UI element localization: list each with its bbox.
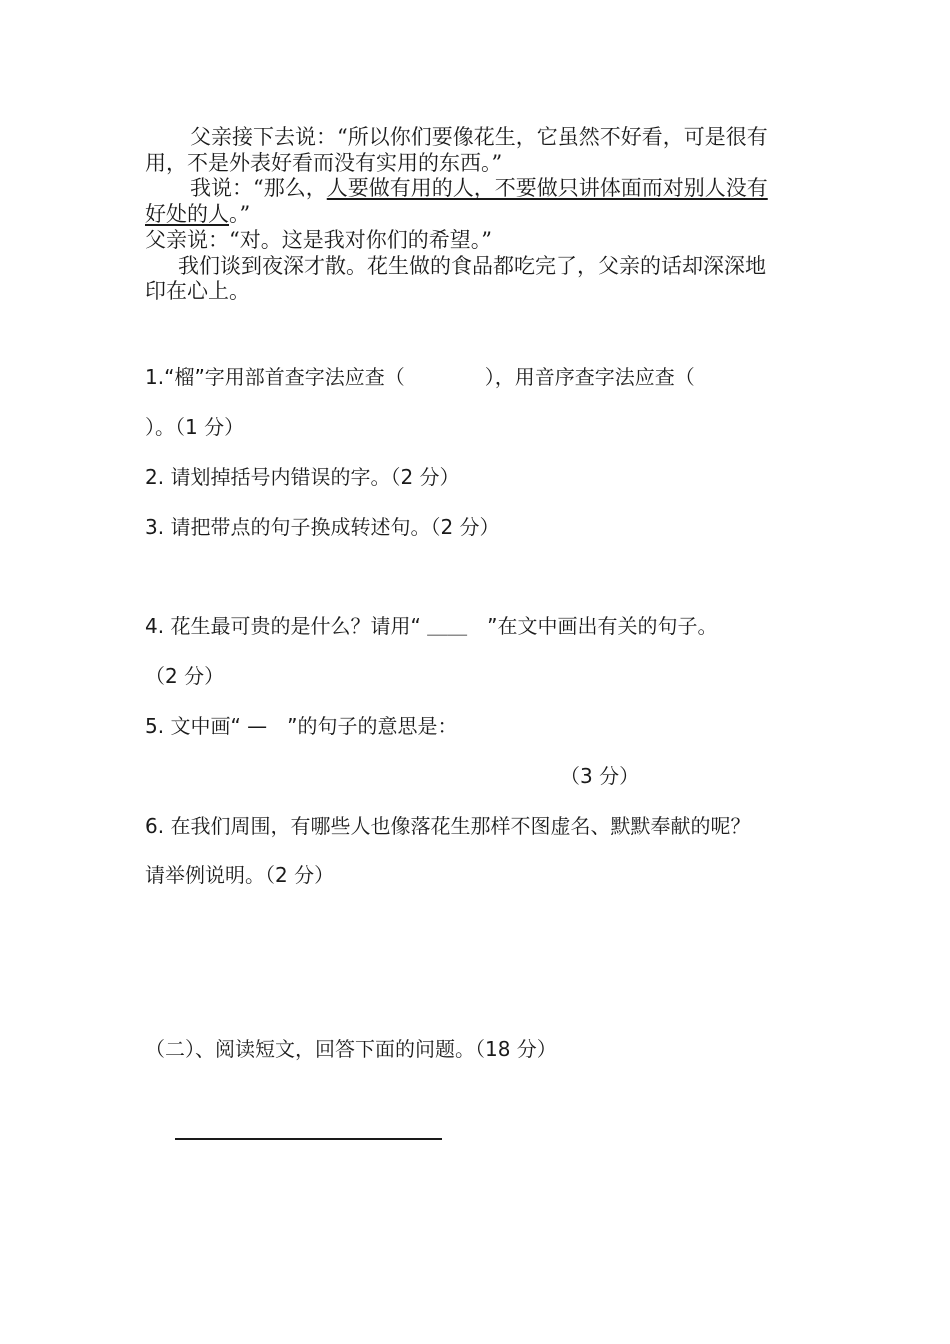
underlined-sentence: 人要做有用的人，不要做只讲体面而对别人没有 (326, 176, 768, 200)
question-2: 2. 请划掉括号内错误的字。（2 分） (145, 465, 460, 489)
passage-line: 印在心上。 (145, 279, 250, 303)
question-4-score: （2 分） (145, 664, 225, 688)
passage-line (145, 201, 250, 227)
question-1: 1.“榴”字用部首查字法应查（ ），用音序查字法应查（ (145, 365, 695, 389)
divider-line (175, 1138, 442, 1140)
question-6-cont: 请举例说明。（2 分） (145, 863, 335, 887)
question-5: 5. 文中画“ — ”的句子的意思是： (145, 714, 458, 738)
passage-line (190, 175, 768, 201)
passage-line: 我们谈到夜深才散。花生做的食品都吃完了，父亲的话却深深地 (178, 254, 766, 278)
passage-line: 父亲接下去说：“所以你们要像花生，它虽然不好看，可是很有 (190, 125, 768, 149)
question-1-cont: ）。（1 分） (145, 415, 245, 439)
passage-text: 。” (229, 202, 251, 226)
passage-line: 父亲说：“对。这是我对你们的希望。” (145, 228, 492, 252)
passage-line: 用，不是外表好看而没有实用的东西。” (145, 151, 503, 175)
underlined-sentence: 好处的人 (145, 202, 229, 226)
question-5-score: （3 分） (560, 764, 640, 788)
question-4: 4. 花生最可贵的是什么？请用“ ＿＿ ”在文中画出有关的句子。 (145, 614, 718, 638)
question-6: 6. 在我们周围，有哪些人也像落花生那样不图虚名、默默奉献的呢？ (145, 814, 751, 838)
section-heading: （二）、阅读短文，回答下面的问题。（18 分） (145, 1037, 557, 1061)
question-3: 3. 请把带点的句子换成转述句。（2 分） (145, 515, 500, 539)
passage-text: 我说：“那么， (190, 176, 327, 200)
